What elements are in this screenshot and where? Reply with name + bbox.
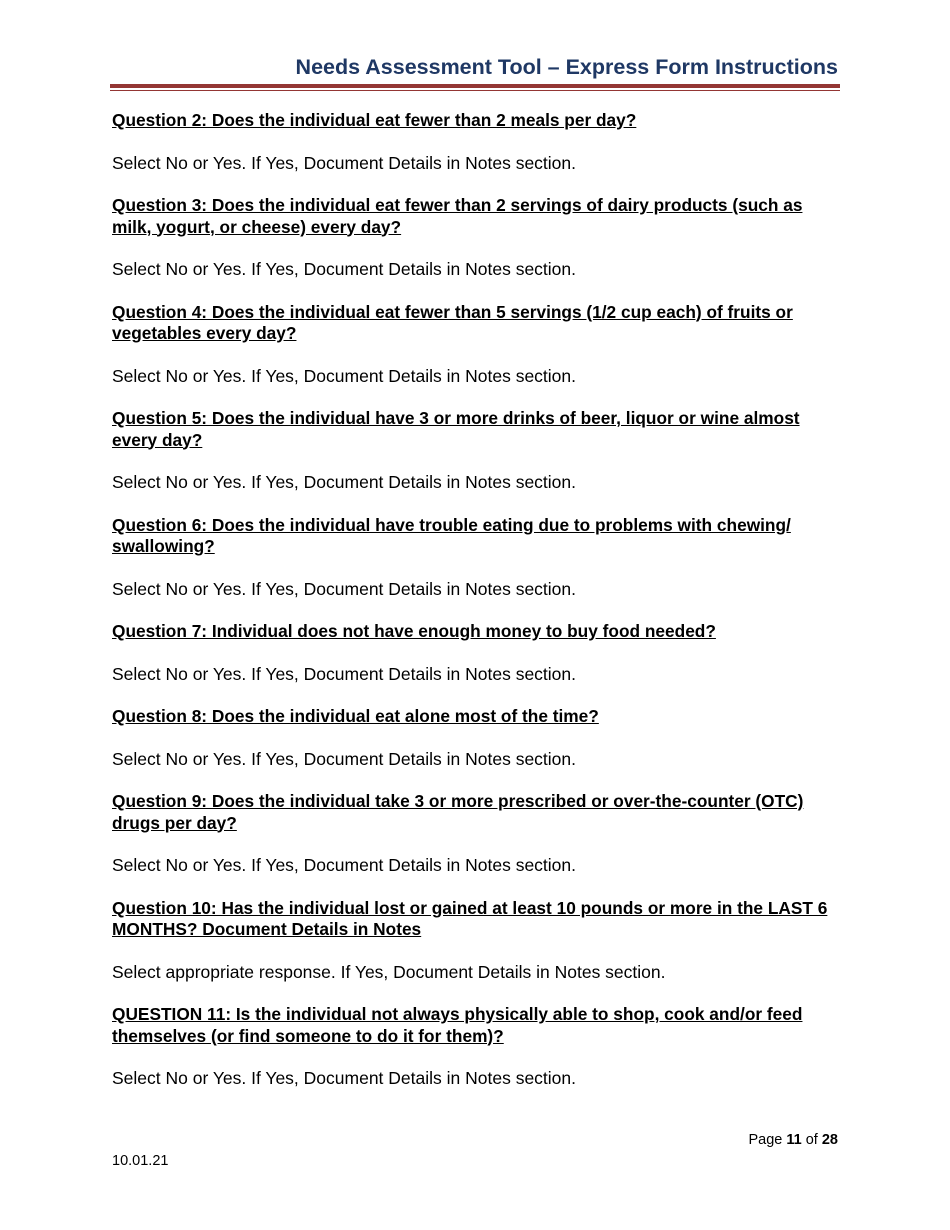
answer-text: Select No or Yes. If Yes, Document Details in Notes section.: [112, 748, 576, 769]
question-heading: Question 8: Does the individual eat alone most of the time?: [112, 706, 599, 726]
question-heading: Question 6: Does the individual have trouble eating due to problems with chewing/ swallowing?: [112, 514, 791, 556]
revision-date: 10.01.21: [112, 1153, 169, 1169]
question-heading: Question 3: Does the individual eat fewer than 2 servings of dairy products (such as milk, yogurt, or cheese) every day?: [112, 195, 803, 237]
question-heading: Question 4: Does the individual eat fewer than 5 servings (1/2 cup each) of fruits or vegetables every day?: [112, 301, 793, 343]
question-heading: QUESTION 11: Is the individual not always physically able to shop, cook and/or feed themselves (or find someone to do it for them)?: [112, 1004, 803, 1046]
answer-text: Select appropriate response. If Yes, Document Details in Notes section.: [112, 961, 666, 982]
answer-text: Select No or Yes. If Yes, Document Details in Notes section.: [112, 365, 576, 386]
answer-text: Select No or Yes. If Yes, Document Details in Notes section.: [112, 1068, 576, 1088]
page-number: [748, 1132, 838, 1148]
question-heading: Question 7: Individual does not have enough money to buy food needed?: [112, 621, 716, 641]
answer-text: Select No or Yes. If Yes, Document Details in Notes section.: [112, 578, 576, 599]
page-current: 11: [786, 1132, 802, 1148]
question-heading: Question 9: Does the individual take 3 or more prescribed or over-the-counter (OTC) drugs per day?: [112, 791, 804, 833]
question-heading: Question 10: Has the individual lost or gained at least 10 pounds or more in the LAST 6 MONTHS? Document Details in Notes: [112, 897, 828, 939]
answer-text: Select No or Yes. If Yes, Document Details in Notes section.: [112, 472, 576, 492]
answer-text: Select No or Yes. If Yes, Document Details in Notes section.: [112, 259, 576, 279]
answer-text: Select No or Yes. If Yes, Document Details in Notes section.: [112, 663, 576, 684]
page-label: Page: [748, 1132, 783, 1148]
page-header-title: Needs Assessment Tool – Express Form Instructions: [295, 55, 838, 79]
page-of-label: of: [805, 1132, 818, 1148]
page-total: 28: [821, 1132, 838, 1148]
question-heading: Question 2: Does the individual eat fewer than 2 meals per day?: [112, 110, 637, 130]
answer-text: Select No or Yes. If Yes, Document Details in Notes section.: [112, 152, 576, 173]
answer-text: Select No or Yes. If Yes, Document Details in Notes section.: [112, 855, 576, 875]
header-rule-thick: [110, 84, 840, 88]
header-rule-thin: [110, 90, 840, 91]
question-heading: Question 5: Does the individual have 3 or more drinks of beer, liquor or wine almost every day?: [112, 408, 800, 450]
document-body: [112, 110, 840, 1090]
